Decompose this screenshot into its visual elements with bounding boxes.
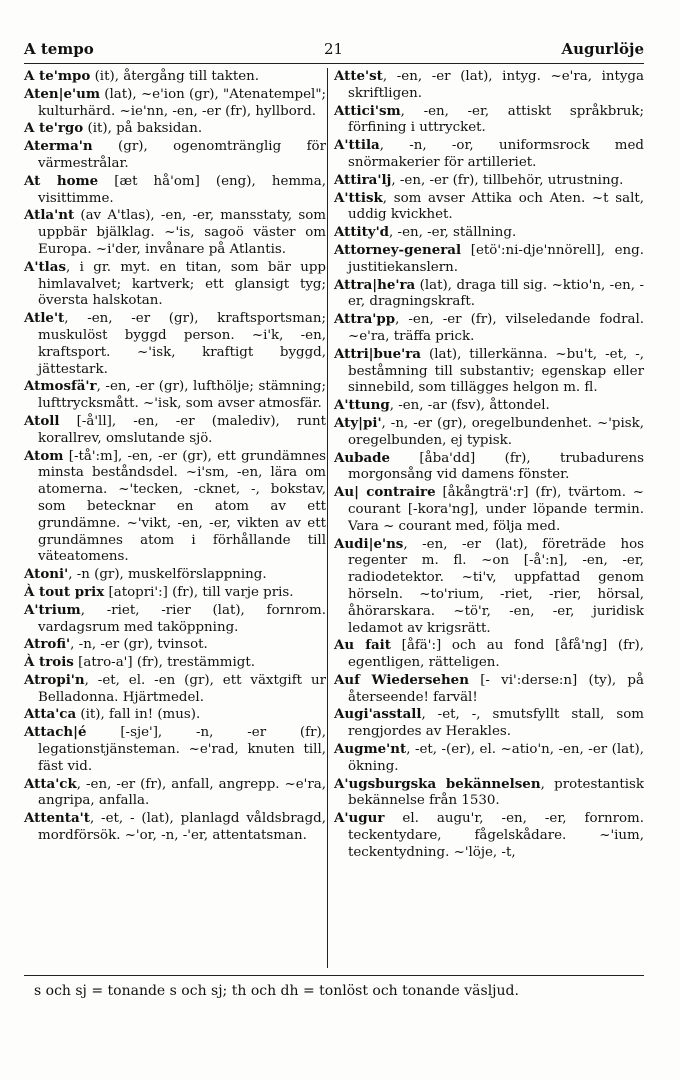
entry-definition: [-å'll], -en, -er (malediv), runt korallrev, omslutande sjö. (38, 413, 326, 446)
entry-definition: [åkångträ':r] (fr), tvärtom. ~ courant [-kora'ng], under löpande termin. Vara ~ courant med, följa med. (348, 485, 644, 534)
entry-definition: , som avser Attika och Aten. ~t salt, uddig kvickhet. (348, 190, 644, 223)
dictionary-entry (24, 776, 326, 811)
entry-definition: , -en, -er (fr), vilseledande fodral. ~e'ra, träffa prick. (348, 312, 644, 344)
entry-definition: , i gr. myt. en titan, som bär upp himlavalvet; kartverk; ett glansigt tyg; översta halskotan. (38, 259, 326, 309)
dictionary-entry (334, 103, 644, 138)
entry-definition: , -en, -er, attiskt språkbruk; förfining i uttrycket. (348, 103, 644, 136)
entry-definition: , protestantisk bekännelse från 1530. (348, 776, 644, 809)
footer-rule (24, 975, 644, 976)
entry-headword: Atle't (24, 310, 65, 327)
entry-definition: [atopri':] (fr), till varje pris. (104, 584, 294, 600)
entry-headword: Auf Wiedersehen (334, 671, 469, 688)
entry-definition: , -en, -er (gr), kraftsportsman; muskulöst byggd person. ~i'k, -en, kraftsport. ~'isk, kraftigt byggd, jättestark. (38, 311, 326, 377)
dictionary-entry (24, 138, 326, 173)
entry-definition: [åba'dd] (fr), trubadurens morgonsång vid damens fönster. (348, 450, 644, 483)
entry-headword: Aten|e'um (24, 85, 100, 102)
dictionary-entry (24, 724, 326, 775)
entry-headword: A'ugur (334, 810, 385, 827)
entry-headword: At home (24, 172, 99, 189)
dictionary-entry (334, 741, 644, 776)
entry-headword: Atla'nt (24, 207, 75, 224)
entry-headword: Aterma'n (24, 138, 93, 155)
entry-headword: Atoll (24, 412, 60, 429)
dictionary-entry (24, 310, 326, 378)
entry-definition: , -en, -ar (fsv), åttondel. (389, 398, 550, 414)
entry-headword: Atrofi' (24, 636, 71, 653)
entry-definition: , -en, -er (fr), tillbehör, utrustning. (391, 172, 624, 188)
dictionary-entry (334, 172, 644, 190)
entry-headword: Attach|é (24, 724, 87, 741)
entry-definition: , -et, -, smutsfyllt stall, som rengjordes av Herakles. (348, 707, 644, 740)
dictionary-entry (334, 242, 644, 277)
entry-headword: Attorney-general (334, 241, 462, 258)
dictionary-entry (334, 137, 644, 172)
entry-definition: , -et, - (lat), planlagd våldsbragd, mordförsök. ~'or, -n, -'er, attentatsman. (38, 811, 326, 844)
dictionary-entry (334, 776, 644, 811)
entry-definition: [- vi':derse:n] (ty), på återseende! farväl! (348, 672, 644, 705)
dictionary-entry (24, 448, 326, 567)
entry-headword: A'ttila (334, 137, 380, 154)
entry-headword: A te'rgo (24, 120, 84, 137)
entry-definition: (it), på baksidan. (83, 121, 203, 137)
dictionary-entry (24, 378, 326, 413)
entry-headword: Augme'nt (334, 741, 407, 758)
entry-definition: (lat), draga till sig. ~ktio'n, -en, -er, dragningskraft. (348, 277, 644, 310)
entry-definition: , -n, -or, uniformsrock med snörmakerier för artilleriet. (348, 138, 644, 170)
dictionary-entry (24, 86, 326, 121)
dictionary-entry (334, 311, 644, 346)
entry-definition: , -n, -er (gr), tvinsot. (70, 637, 208, 653)
dictionary-entry (334, 224, 644, 242)
entry-headword: Audi|e'ns (334, 535, 404, 552)
entry-definition: , -en, -er (lat), intyg. ~e'ra, intyga skriftligen. (348, 69, 644, 101)
entry-headword: Au fait (334, 637, 391, 654)
entry-headword: Attra'pp (334, 311, 396, 328)
entry-definition: , -n, -er (gr), oregelbundenhet. ~'pisk, oregelbunden, ej typisk. (348, 415, 644, 448)
page-number: 21 (324, 40, 344, 58)
entry-definition: , -en, -er (gr), lufthölje; stämning; lufttrycksmått. ~'isk, som avser atmosfär. (38, 379, 326, 412)
dictionary-entry (24, 259, 326, 310)
entry-headword: Atropi'n (24, 671, 85, 688)
dictionary-entry (334, 277, 644, 312)
dictionary-entry (334, 450, 644, 485)
dictionary-entry (334, 672, 644, 707)
entry-headword: Augi'asstall (334, 706, 422, 723)
entry-headword: A'ttisk (334, 189, 383, 206)
entry-headword: Atte'st (334, 68, 383, 84)
column-divider (327, 68, 328, 968)
entry-definition: , -en, -er (fr), anfall, angrepp. ~e'ra, angripa, anfalla. (38, 776, 326, 809)
entry-definition: , -en, -er, ställning. (389, 225, 517, 241)
entry-headword: A'ttung (334, 397, 390, 414)
entry-definition: [-tå':m], -en, -er (gr), ett grundämnes minsta beståndsdel. ~i'sm, -en, lära om atomerna. ~'tecken, -cknet, -, bokstav, som betecknar en atom av ett grundämne. ~'vikt, -en, -er, vikten av ett grundämnes atom i förhållande till väteatomens. (38, 448, 326, 565)
dictionary-entry (334, 346, 644, 397)
entry-definition: , -et, -(er), el. ~atio'n, -en, -er (lat), ökning. (348, 742, 644, 774)
dictionary-entry (24, 173, 326, 208)
dictionary-entry (334, 484, 644, 535)
entry-definition: [æt hå'om] (eng), hemma, visittimme. (38, 173, 326, 206)
entry-definition: [-sje'], -n, -er (fr), legationstjänsteman. ~e'rad, knuten till, fäst vid. (38, 725, 326, 774)
entry-definition: (it), fall in! (mus). (76, 707, 201, 723)
dictionary-entry (24, 672, 326, 707)
entry-headword: A'tlas (24, 258, 66, 275)
entry-headword: Atmosfä'r (24, 378, 97, 395)
dictionary-entry (24, 636, 326, 654)
entry-definition: (gr), ogenomtränglig för värmestrålar. (38, 139, 326, 171)
dictionary-entry (24, 706, 326, 724)
dictionary-entry (24, 566, 326, 584)
entry-headword: Au| contraire (334, 484, 436, 501)
dictionary-entry (24, 207, 326, 258)
entry-definition: (it), återgång till takten. (90, 69, 260, 84)
entry-headword: Attici'sm (334, 102, 401, 119)
entry-definition: [atro-a'] (fr), trestämmigt. (73, 655, 255, 671)
dictionary-entry (334, 68, 644, 103)
page-header (24, 40, 644, 62)
left-column (24, 68, 326, 845)
dictionary-entry (334, 536, 644, 638)
dictionary-entry (24, 413, 326, 448)
dictionary-entry (334, 706, 644, 741)
entry-definition: (av A'tlas), -en, -er, mansstaty, som uppbär bjälklag. ~'is, sagoö väster om Europa. ~i'der, invånare på Atlantis. (38, 208, 326, 257)
entry-headword: A'trium (24, 601, 81, 618)
entry-headword: À tout prix (24, 583, 105, 600)
dictionary-entry (24, 602, 326, 637)
entry-headword: À trois (24, 654, 74, 671)
dictionary-entry (334, 810, 644, 861)
entry-headword: Attra|he'ra (334, 276, 416, 293)
entry-definition: , -en, -er (lat), företräde hos regenter m. fl. ~on [-å':n], -en, -er, radiodetektor. ~ti'v, uppfattad genom hörseln. ~to'rium, -riet, -rier, hörsal, åhörarskara. ~tö'r, -en, -er, juridisk ledamot av krigsrätt. (348, 536, 644, 636)
footer-note: s och sj = tonande s och sj; th och dh = tonlöst och tonande väsljud. (34, 983, 519, 999)
entry-definition: [åfä':] och au fond [åfå'ng] (fr), egentligen, rätteligen. (348, 638, 644, 671)
entry-headword: A te'mpo (24, 68, 91, 84)
entry-headword: Atta'ck (24, 775, 77, 792)
dictionary-entry (24, 584, 326, 602)
dictionary-entry (334, 415, 644, 450)
entry-headword: A'ugsburgska bekännelsen (334, 775, 541, 792)
entry-headword: Atom (24, 447, 64, 464)
dictionary-entry (334, 637, 644, 672)
entry-definition: (lat), ~e'ion (gr), "Atenatempel"; kulturhärd. ~ie'nn, -en, -er (fr), hyllbord. (38, 86, 326, 119)
dictionary-entry (24, 68, 326, 86)
running-head-right: Augurlöje (561, 40, 644, 58)
entry-definition: , -n (gr), muskelförslappning. (68, 567, 267, 583)
right-column (334, 68, 644, 862)
entry-definition: (lat), tillerkänna. ~bu't, -et, -, beståmning till substantiv; egenskap eller sinnebild, som tillägges helgon m. fl. (348, 346, 644, 396)
dictionary-entry (334, 190, 644, 225)
entry-headword: Attity'd (334, 224, 390, 241)
header-rule (24, 63, 644, 64)
entry-headword: Aty|pi' (334, 414, 382, 431)
entry-definition: , -et, el. -en (gr), ett växtgift ur Belladonna. Hjärtmedel. (38, 672, 326, 705)
entry-headword: Attri|bue'ra (334, 345, 421, 362)
dictionary-entry (24, 810, 326, 845)
entry-definition: el. augu'r, -en, -er, fornrom. teckentydare, fågelskådare. ~'ium, teckentydning. ~'löje, -t, (348, 811, 644, 860)
entry-headword: Atta'ca (24, 706, 77, 723)
entry-headword: Attenta't (24, 810, 90, 827)
running-head-left: A tempo (24, 40, 94, 58)
dictionary-entry (24, 120, 326, 138)
entry-headword: Atoni' (24, 566, 69, 583)
entry-definition: [etö':ni-dje'nnörell], eng. justitiekanslern. (348, 242, 644, 275)
entry-headword: Attira'lj (334, 171, 392, 188)
entry-definition: , -riet, -rier (lat), fornrom. vardagsrum med taköppning. (38, 602, 326, 635)
dictionary-entry (24, 654, 326, 672)
dictionary-entry (334, 397, 644, 415)
entry-headword: Aubade (334, 449, 391, 466)
